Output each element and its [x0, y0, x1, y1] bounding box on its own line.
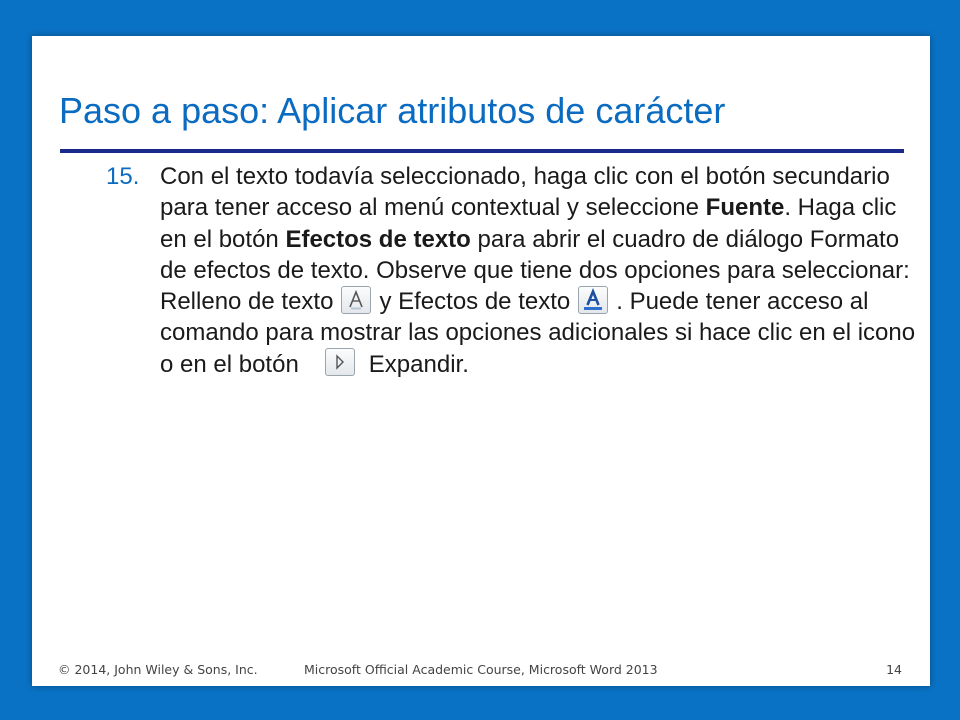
bold-efectos-de-texto: Efectos de texto	[285, 225, 471, 253]
slide	[32, 36, 930, 686]
slide-title: Paso a paso: Aplicar atributos de carácter	[59, 90, 726, 131]
step-text-6: Expandir.	[368, 350, 469, 378]
step-text-3: para abrir el cuadro de diálogo Formato de efectos de texto. Observe que tiene dos opciones para seleccionar: Relleno de texto	[160, 225, 910, 316]
step-text-1: Con el texto todavía seleccionado, haga clic con el botón secundario para tener acceso al menú contextual y seleccione	[160, 163, 890, 222]
text-effects-icon	[578, 286, 608, 314]
step-text-2: . Haga clic en el botón	[160, 194, 897, 253]
bold-fuente: Fuente	[705, 194, 785, 222]
expand-icon	[325, 348, 355, 376]
step-text	[160, 161, 920, 380]
text-fill-icon	[341, 286, 371, 314]
step-text-5: . Puede tener acceso al comando para mostrar las opciones adicionales si hace clic en el icono o en el botón	[160, 288, 916, 378]
footer-copyright: © 2014, John Wiley & Sons, Inc.	[58, 662, 258, 677]
footer-course: Microsoft Official Academic Course, Microsoft Word 2013	[304, 662, 658, 677]
step-text-4: y Efectos de texto	[379, 288, 571, 316]
title-rule	[60, 149, 904, 153]
footer-page-number: 14	[886, 662, 902, 677]
step-number: 15.	[106, 163, 140, 190]
